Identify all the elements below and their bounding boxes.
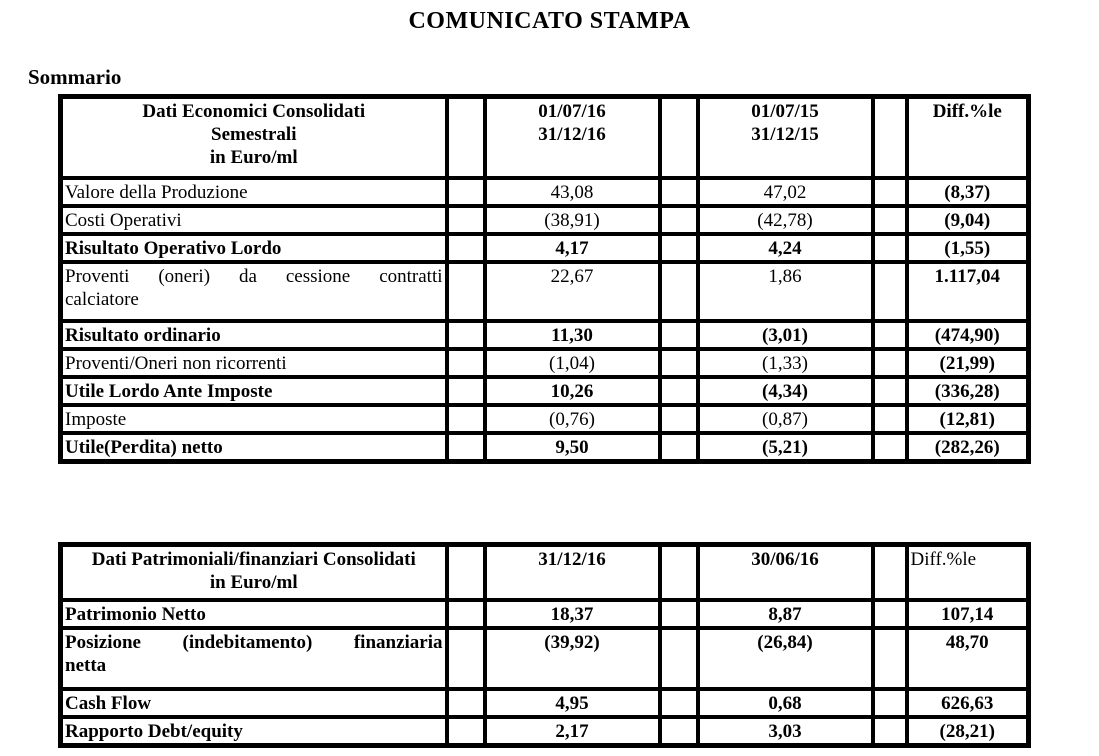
value-current: (38,91)	[485, 206, 660, 234]
spacer-cell	[660, 349, 698, 377]
spacer-cell	[660, 545, 698, 601]
spacer-cell	[447, 262, 485, 321]
value-current: 4,95	[485, 689, 660, 717]
row-label: Patrimonio Netto	[61, 600, 447, 628]
row-label	[61, 262, 447, 321]
spacer-cell	[447, 97, 485, 179]
period-line: 01/07/15	[751, 101, 819, 122]
spacer-cell	[873, 717, 907, 746]
spacer-cell	[660, 321, 698, 349]
table-row	[61, 689, 1029, 717]
value-prior: (5,21)	[698, 433, 873, 462]
spacer-cell	[660, 405, 698, 433]
row-label: Costi Operativi	[61, 206, 447, 234]
spacer-cell	[447, 321, 485, 349]
value-prior: (26,84)	[698, 628, 873, 689]
table-row	[61, 628, 1029, 689]
row-label-line: Proventi (oneri) da cessione contratti	[65, 266, 443, 287]
spacer-cell	[447, 178, 485, 206]
value-prior: 3,03	[698, 717, 873, 746]
spacer-cell	[447, 377, 485, 405]
row-label: Cash Flow	[61, 689, 447, 717]
value-prior: (1,33)	[698, 349, 873, 377]
value-current: (0,76)	[485, 405, 660, 433]
spacer-cell	[873, 405, 907, 433]
row-label: Risultato Operativo Lordo	[61, 234, 447, 262]
spacer-cell	[660, 262, 698, 321]
value-prior: 1,86	[698, 262, 873, 321]
spacer-cell	[447, 717, 485, 746]
value-prior: 8,87	[698, 600, 873, 628]
spacer-cell	[447, 349, 485, 377]
value-current: (39,92)	[485, 628, 660, 689]
row-label-line: calciatore	[65, 289, 139, 310]
value-diff: (1,55)	[907, 234, 1029, 262]
diff-header: Diff.%le	[907, 97, 1029, 179]
value-prior: (42,78)	[698, 206, 873, 234]
economic-table-header-row	[61, 97, 1029, 179]
spacer-cell	[447, 405, 485, 433]
spacer-cell	[873, 262, 907, 321]
spacer-cell	[873, 689, 907, 717]
spacer-cell	[447, 689, 485, 717]
section-heading: Sommario	[28, 65, 122, 89]
spacer-cell	[660, 717, 698, 746]
economic-table-title-cell	[61, 97, 447, 179]
value-current: (1,04)	[485, 349, 660, 377]
value-current: 4,17	[485, 234, 660, 262]
table-title-line: in Euro/ml	[209, 147, 298, 168]
value-current: 11,30	[485, 321, 660, 349]
value-diff: 48,70	[907, 628, 1029, 689]
value-diff: 1.117,04	[907, 262, 1029, 321]
spacer-cell	[447, 433, 485, 462]
period-line: 31/12/15	[751, 124, 819, 145]
spacer-cell	[873, 545, 907, 601]
page-title: COMUNICATO STAMPA	[408, 8, 691, 34]
value-diff: (28,21)	[907, 717, 1029, 746]
spacer-cell	[447, 545, 485, 601]
row-label: Utile(Perdita) netto	[61, 433, 447, 462]
spacer-cell	[873, 97, 907, 179]
spacer-cell	[660, 600, 698, 628]
spacer-cell	[660, 433, 698, 462]
row-label: Imposte	[61, 405, 447, 433]
value-diff: 626,63	[907, 689, 1029, 717]
table-row	[61, 349, 1029, 377]
table-row	[61, 600, 1029, 628]
row-label: Valore della Produzione	[61, 178, 447, 206]
period-current-header: 31/12/16	[485, 545, 660, 601]
spacer-cell	[660, 689, 698, 717]
row-label: Rapporto Debt/equity	[61, 717, 447, 746]
value-prior: (3,01)	[698, 321, 873, 349]
spacer-cell	[447, 600, 485, 628]
diff-header: Diff.%le	[907, 545, 1029, 601]
table-row	[61, 405, 1029, 433]
row-label: Proventi/Oneri non ricorrenti	[61, 349, 447, 377]
value-diff: 107,14	[907, 600, 1029, 628]
spacer-cell	[660, 628, 698, 689]
table-row	[61, 234, 1029, 262]
value-diff: (21,99)	[907, 349, 1029, 377]
value-diff: (282,26)	[907, 433, 1029, 462]
economic-table	[58, 94, 1031, 464]
period-prior-header: 30/06/16	[698, 545, 873, 601]
row-label: Utile Lordo Ante Imposte	[61, 377, 447, 405]
row-label-line: netta	[65, 655, 107, 676]
spacer-cell	[873, 377, 907, 405]
table-row	[61, 262, 1029, 321]
value-diff: (336,28)	[907, 377, 1029, 405]
row-label: Risultato ordinario	[61, 321, 447, 349]
table-row	[61, 206, 1029, 234]
value-current: 43,08	[485, 178, 660, 206]
row-label	[61, 628, 447, 689]
table-row	[61, 377, 1029, 405]
table-title-line: Semestrali	[211, 124, 297, 145]
financial-table	[58, 542, 1031, 748]
value-current: 18,37	[485, 600, 660, 628]
spacer-cell	[660, 97, 698, 179]
value-diff: (474,90)	[907, 321, 1029, 349]
table-row	[61, 321, 1029, 349]
period-line: 31/12/16	[538, 124, 606, 145]
value-current: 2,17	[485, 717, 660, 746]
spacer-cell	[660, 178, 698, 206]
table-title-line: in Euro/ml	[209, 572, 298, 593]
table-row	[61, 178, 1029, 206]
value-diff: (8,37)	[907, 178, 1029, 206]
spacer-cell	[873, 178, 907, 206]
spacer-cell	[660, 377, 698, 405]
spacer-cell	[447, 234, 485, 262]
value-prior: 47,02	[698, 178, 873, 206]
spacer-cell	[873, 433, 907, 462]
spacer-cell	[447, 206, 485, 234]
period-prior-header	[698, 97, 873, 179]
value-prior: 4,24	[698, 234, 873, 262]
spacer-cell	[873, 600, 907, 628]
table-row	[61, 717, 1029, 746]
value-current: 10,26	[485, 377, 660, 405]
row-label-line: Posizione (indebitamento) finanziaria	[65, 632, 443, 653]
table-row	[61, 433, 1029, 462]
spacer-cell	[873, 628, 907, 689]
value-prior: (0,87)	[698, 405, 873, 433]
spacer-cell	[873, 206, 907, 234]
value-prior: (4,34)	[698, 377, 873, 405]
value-diff: (9,04)	[907, 206, 1029, 234]
value-current: 22,67	[485, 262, 660, 321]
spacer-cell	[447, 628, 485, 689]
spacer-cell	[873, 234, 907, 262]
table-title-line: Dati Economici Consolidati	[142, 101, 366, 122]
spacer-cell	[873, 349, 907, 377]
financial-table-header-row	[61, 545, 1029, 601]
spacer-cell	[660, 234, 698, 262]
spacer-cell	[873, 321, 907, 349]
period-current-header	[485, 97, 660, 179]
financial-table-title-cell	[61, 545, 447, 601]
value-diff: (12,81)	[907, 405, 1029, 433]
value-prior: 0,68	[698, 689, 873, 717]
value-current: 9,50	[485, 433, 660, 462]
period-line: 01/07/16	[538, 101, 606, 122]
table-title-line: Dati Patrimoniali/finanziari Consolidati	[91, 549, 416, 570]
spacer-cell	[660, 206, 698, 234]
